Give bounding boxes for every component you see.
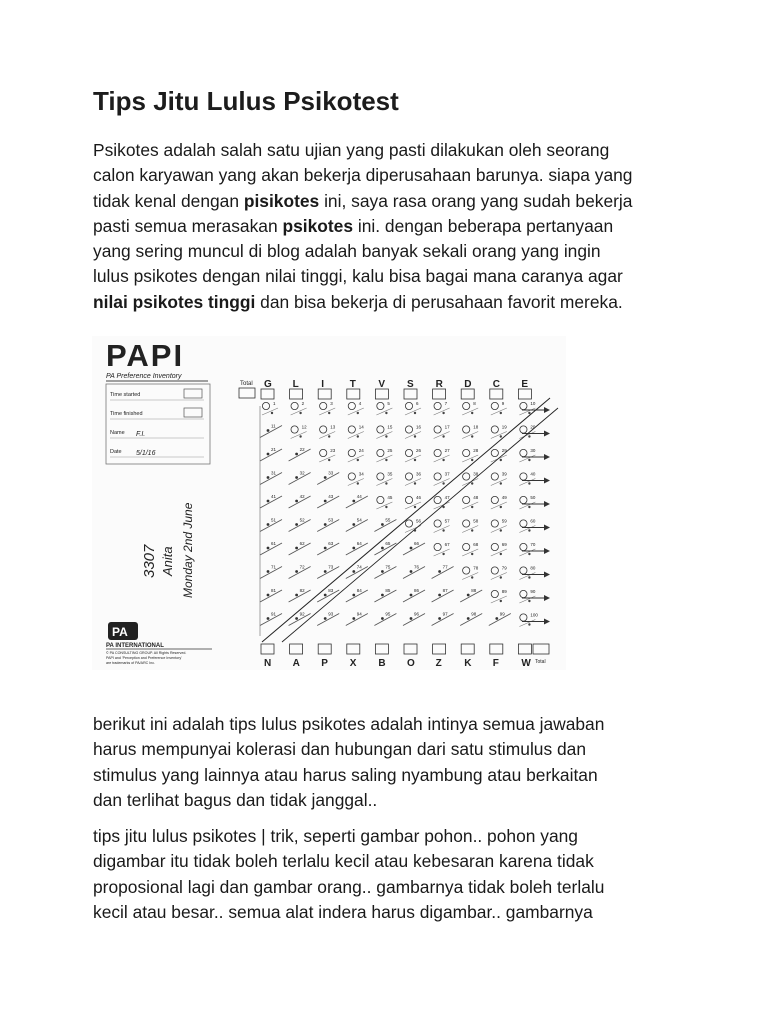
text-line: harus mempunyai kolerasi dan hubungan dari satu stimulus dan bbox=[93, 739, 587, 760]
svg-text:89: 89 bbox=[501, 589, 507, 594]
svg-text:16: 16 bbox=[416, 424, 422, 430]
svg-text:85: 85 bbox=[385, 588, 391, 593]
papi-logo: PAPI bbox=[106, 338, 185, 373]
svg-text:44: 44 bbox=[356, 494, 362, 499]
top-column-letter: D bbox=[464, 379, 472, 390]
bottom-column-letter: B bbox=[378, 658, 386, 669]
svg-text:91: 91 bbox=[271, 611, 277, 617]
svg-text:99: 99 bbox=[499, 611, 505, 617]
svg-text:80: 80 bbox=[530, 565, 536, 571]
svg-text:19: 19 bbox=[501, 424, 507, 430]
handwritten-notes bbox=[141, 502, 195, 598]
text-line: tips jitu lulus psikotes | trik, seperti gambar pohon.. pohon yang bbox=[93, 826, 578, 846]
papi-subtitle: PA Preference Inventory bbox=[106, 373, 182, 380]
svg-text:50: 50 bbox=[530, 495, 536, 500]
svg-text:70: 70 bbox=[530, 542, 536, 547]
text-line: proposional lagi dan gambar orang.. gambarnya tidak boleh terlalu bbox=[93, 876, 605, 897]
svg-text:69: 69 bbox=[501, 542, 507, 547]
svg-text:45: 45 bbox=[387, 495, 393, 500]
text-line: dan terlihat bagus dan tidak janggal.. bbox=[93, 789, 378, 810]
text-line: calon karyawan yang akan bekerja diperusahaan barunya. siapa yang bbox=[93, 165, 633, 186]
bottom-column-letter: Z bbox=[435, 658, 442, 669]
svg-text:58: 58 bbox=[473, 518, 479, 524]
svg-text:38: 38 bbox=[473, 471, 479, 477]
form-field-value: F.I. bbox=[136, 431, 146, 438]
bold-term: psikotes bbox=[282, 215, 354, 236]
svg-text:15: 15 bbox=[387, 424, 393, 430]
svg-text:37: 37 bbox=[444, 471, 450, 477]
svg-text:81: 81 bbox=[271, 588, 277, 593]
svg-text:25: 25 bbox=[387, 448, 393, 453]
pa-international: PA INTERNATIONAL bbox=[106, 643, 164, 649]
text-line: kecil atau besar.. semua alat indera harus digambar.. gambarnya bbox=[93, 901, 593, 922]
svg-text:100: 100 bbox=[530, 612, 538, 618]
svg-text:76: 76 bbox=[414, 564, 420, 570]
text-line: digambar itu tidak boleh terlalu kecil atau kebesaran karena tidak bbox=[93, 851, 594, 872]
text-line: pasti semua merasakan psikotes ini. dengan beberapa pertanyaan bbox=[93, 215, 614, 236]
svg-text:2: 2 bbox=[301, 401, 305, 406]
svg-text:68: 68 bbox=[473, 542, 479, 547]
tips-paragraph bbox=[93, 712, 693, 813]
text-line: nilai psikotes tinggi dan bisa bekerja di perusahaan favorit mereka. bbox=[93, 291, 623, 312]
svg-text:57: 57 bbox=[444, 518, 450, 524]
text-line: stimulus yang lainnya atau harus saling nyambung atau berkaitan bbox=[93, 764, 598, 785]
bold-term: pisikotes bbox=[243, 190, 320, 211]
svg-text:8: 8 bbox=[473, 401, 476, 406]
svg-text:94: 94 bbox=[356, 611, 362, 617]
svg-text:61: 61 bbox=[271, 541, 277, 546]
top-column-letter: C bbox=[492, 379, 501, 390]
top-column-letter: T bbox=[349, 379, 356, 390]
svg-text:64: 64 bbox=[356, 541, 362, 546]
svg-text:43: 43 bbox=[328, 494, 334, 499]
svg-text:33: 33 bbox=[328, 470, 334, 476]
svg-text:90: 90 bbox=[530, 589, 536, 594]
svg-text:75: 75 bbox=[385, 564, 391, 570]
svg-text:92: 92 bbox=[299, 611, 305, 617]
svg-text:11: 11 bbox=[271, 423, 276, 429]
svg-text:24: 24 bbox=[358, 448, 364, 453]
svg-text:28: 28 bbox=[473, 448, 479, 453]
svg-text:4: 4 bbox=[358, 401, 362, 406]
svg-text:35: 35 bbox=[387, 471, 393, 477]
svg-text:66: 66 bbox=[414, 541, 420, 546]
svg-text:60: 60 bbox=[530, 518, 536, 524]
svg-text:36: 36 bbox=[416, 471, 422, 477]
text-line: berikut ini adalah tips lulus psikotes adalah intinya semua jawaban bbox=[93, 714, 605, 734]
svg-text:73: 73 bbox=[328, 564, 334, 570]
svg-text:51: 51 bbox=[271, 517, 277, 523]
svg-text:98: 98 bbox=[471, 611, 477, 617]
svg-text:12: 12 bbox=[301, 424, 307, 430]
top-column-letter: V bbox=[378, 379, 386, 390]
svg-text:74: 74 bbox=[356, 564, 362, 570]
bottom-column-letter: K bbox=[464, 658, 472, 669]
intro-paragraph bbox=[93, 138, 693, 315]
bottom-column-letter: P bbox=[321, 658, 328, 669]
svg-text:26: 26 bbox=[416, 448, 422, 453]
svg-text:71: 71 bbox=[271, 564, 277, 570]
page-title: Tips Jitu Lulus Psikotest bbox=[93, 86, 399, 116]
svg-text:39: 39 bbox=[501, 471, 507, 477]
form-field-value: 5/1/16 bbox=[136, 450, 156, 457]
bottom-column-letter: F bbox=[492, 658, 499, 669]
svg-text:63: 63 bbox=[328, 541, 334, 546]
footer-text: © PA CONSULTING GROUP. All Rights Reserved. bbox=[106, 651, 187, 655]
svg-text:20: 20 bbox=[530, 424, 536, 430]
svg-text:10: 10 bbox=[530, 401, 536, 406]
svg-text:PA: PA bbox=[112, 625, 128, 639]
svg-text:53: 53 bbox=[328, 517, 334, 523]
svg-text:40: 40 bbox=[530, 471, 536, 477]
bottom-column-letter: X bbox=[349, 658, 357, 669]
svg-text:Monday 2nd June: Monday 2nd June bbox=[181, 502, 195, 598]
top-column-letter: G bbox=[264, 379, 272, 390]
svg-text:56: 56 bbox=[416, 518, 422, 524]
svg-text:52: 52 bbox=[299, 517, 305, 523]
svg-text:9: 9 bbox=[501, 401, 505, 406]
svg-text:41: 41 bbox=[271, 494, 277, 499]
svg-text:87: 87 bbox=[442, 588, 448, 593]
svg-text:93: 93 bbox=[328, 611, 334, 617]
svg-text:30: 30 bbox=[530, 448, 536, 453]
svg-text:62: 62 bbox=[299, 541, 305, 546]
text-line: tidak kenal dengan pisikotes ini, saya rasa orang yang sudah bekerja bbox=[93, 190, 633, 211]
top-column-letter: R bbox=[435, 379, 443, 390]
svg-text:7: 7 bbox=[444, 401, 448, 406]
footer-text: PAPI and 'Perception and Preference Inventory' bbox=[106, 656, 182, 660]
svg-text:34: 34 bbox=[358, 471, 364, 477]
svg-text:22: 22 bbox=[299, 447, 305, 452]
form-field-label: Date bbox=[110, 449, 122, 455]
text-line: yang sering muncul di blog adalah banyak sekali orang yang ingin bbox=[93, 241, 601, 262]
svg-text:47: 47 bbox=[444, 495, 450, 500]
footer-text: are trademarks of PA/ARC Inc. bbox=[106, 661, 156, 665]
text-line: Psikotes adalah salah satu ujian yang pasti dilakukan oleh seorang bbox=[93, 140, 610, 160]
form-field-label: Time started bbox=[110, 392, 141, 398]
top-column-letter: S bbox=[407, 379, 414, 390]
top-column-letter: E bbox=[521, 379, 529, 390]
svg-text:18: 18 bbox=[473, 424, 479, 430]
svg-text:82: 82 bbox=[299, 588, 305, 593]
svg-text:1: 1 bbox=[273, 401, 276, 406]
svg-text:83: 83 bbox=[328, 588, 334, 593]
svg-text:46: 46 bbox=[416, 495, 422, 500]
total-label: Total bbox=[240, 381, 253, 387]
svg-text:67: 67 bbox=[444, 542, 450, 547]
papi-sheet-drawing bbox=[92, 336, 566, 670]
svg-text:77: 77 bbox=[442, 564, 448, 570]
svg-text:78: 78 bbox=[473, 565, 479, 571]
svg-text:88: 88 bbox=[471, 588, 477, 593]
svg-text:59: 59 bbox=[501, 518, 507, 524]
svg-text:13: 13 bbox=[330, 424, 336, 430]
svg-text:86: 86 bbox=[414, 588, 420, 593]
svg-text:17: 17 bbox=[444, 424, 450, 430]
svg-text:49: 49 bbox=[501, 495, 507, 500]
svg-text:6: 6 bbox=[416, 401, 419, 406]
svg-text:54: 54 bbox=[356, 517, 362, 523]
svg-text:32: 32 bbox=[299, 470, 305, 476]
bottom-column-letter: W bbox=[521, 658, 531, 669]
total-label: Total bbox=[535, 659, 546, 665]
svg-text:Anita: Anita bbox=[160, 546, 175, 576]
svg-text:65: 65 bbox=[385, 541, 391, 546]
top-column-letter: L bbox=[292, 379, 299, 390]
svg-text:72: 72 bbox=[299, 564, 305, 570]
svg-text:5: 5 bbox=[387, 401, 390, 406]
text-line: lulus psikotes dengan nilai tinggi, kalu bisa bagai mana caranya agar bbox=[93, 266, 623, 287]
drawing-tips-paragraph bbox=[93, 824, 693, 925]
svg-text:21: 21 bbox=[271, 447, 277, 452]
svg-text:84: 84 bbox=[356, 588, 362, 593]
svg-text:96: 96 bbox=[414, 611, 420, 617]
papi-answer-sheet-image bbox=[92, 336, 566, 670]
svg-text:31: 31 bbox=[271, 470, 277, 476]
bottom-column-letter: N bbox=[264, 658, 272, 669]
svg-text:3307: 3307 bbox=[141, 544, 158, 578]
bottom-column-letter: A bbox=[292, 658, 300, 669]
answer-grid bbox=[239, 379, 558, 669]
bold-term: nilai psikotes tinggi bbox=[93, 291, 256, 312]
svg-text:97: 97 bbox=[442, 611, 448, 617]
svg-text:79: 79 bbox=[501, 565, 507, 571]
svg-text:42: 42 bbox=[299, 494, 305, 499]
top-column-letter: I bbox=[321, 379, 324, 390]
svg-text:48: 48 bbox=[473, 495, 479, 500]
form-field-label: Time finished bbox=[110, 411, 143, 417]
svg-text:27: 27 bbox=[444, 448, 450, 453]
svg-text:23: 23 bbox=[330, 448, 336, 453]
svg-text:14: 14 bbox=[358, 424, 364, 430]
svg-text:29: 29 bbox=[501, 448, 507, 453]
svg-text:55: 55 bbox=[385, 517, 391, 523]
svg-text:95: 95 bbox=[385, 611, 391, 617]
svg-text:3: 3 bbox=[330, 401, 333, 406]
form-field-label: Name bbox=[110, 430, 125, 436]
bottom-column-letter: O bbox=[407, 658, 415, 669]
